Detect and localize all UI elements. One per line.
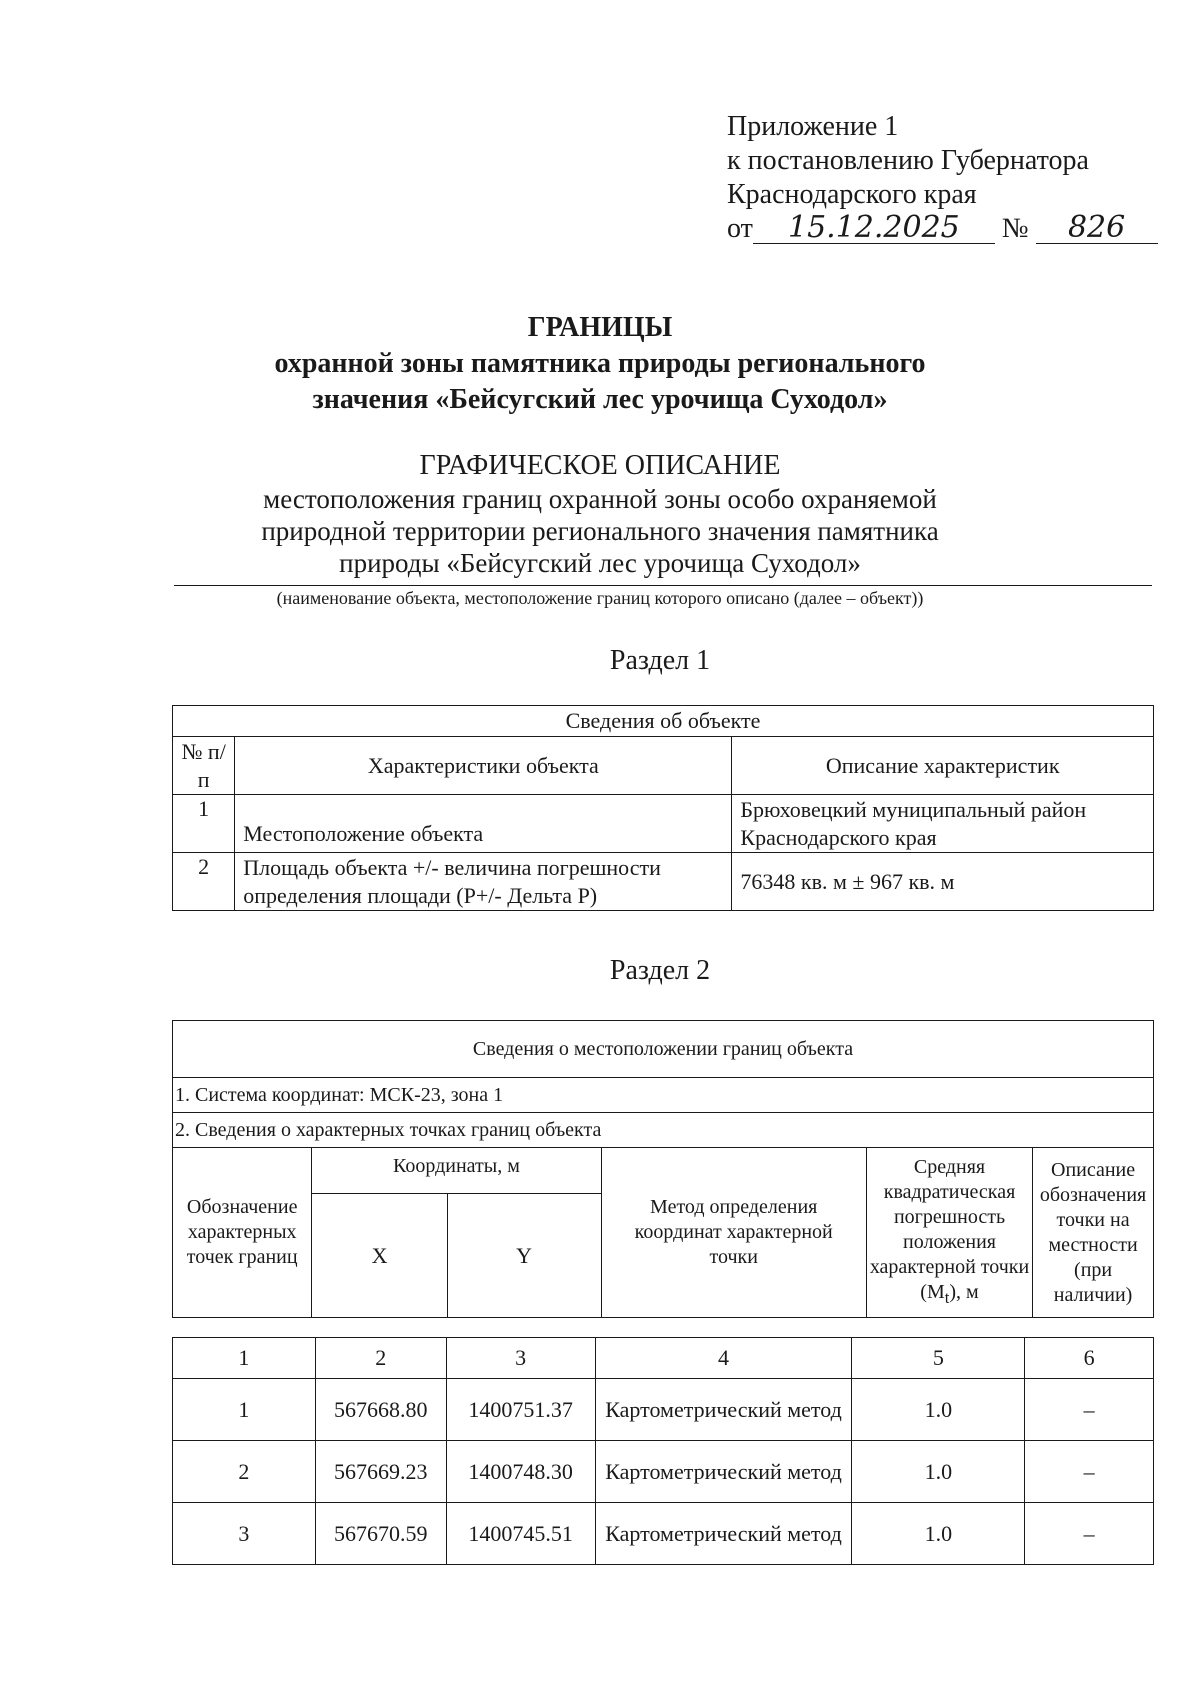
subtitle-line-2: значения «Бейсугский лес урочища Суходол» <box>312 384 888 415</box>
point-id: 2 <box>173 1441 316 1503</box>
column-number: 3 <box>446 1338 595 1379</box>
appendix-block <box>727 110 1158 246</box>
point-y: 1400751.37 <box>446 1379 595 1441</box>
description-line-3: природы «Бейсугский лес урочища Суходол» <box>339 548 861 578</box>
header-coords: Координаты, м <box>312 1148 601 1194</box>
table-row <box>173 1379 1154 1441</box>
point-id: 3 <box>173 1503 316 1565</box>
point-id: 1 <box>173 1379 316 1441</box>
point-desc: – <box>1025 1503 1154 1565</box>
point-y: 1400745.51 <box>446 1503 595 1565</box>
column-number: 6 <box>1025 1338 1154 1379</box>
header-desc: Описание обозначения точки на местности (при наличии) <box>1033 1148 1154 1318</box>
appendix-line-3: Краснодарского края <box>727 179 977 210</box>
description-line-1: местоположения границ охранной зоны особо охраняемой <box>263 484 937 514</box>
section-2-title: Раздел 2 <box>609 955 711 986</box>
header-x: X <box>312 1194 447 1318</box>
row-value: Брюховецкий муниципальный район Краснодарского края <box>732 795 1154 853</box>
column-number: 1 <box>173 1338 316 1379</box>
boundaries-table-title: Сведения о местоположении границ объекта <box>173 1021 1154 1078</box>
row-num: 2 <box>173 853 235 911</box>
point-x: 567669.23 <box>315 1441 446 1503</box>
point-error: 1.0 <box>852 1379 1025 1441</box>
graphic-description-heading: ГРАФИЧЕСКОЕ ОПИСАНИЕ <box>419 450 781 481</box>
header-method: Метод определения координат характерной точки <box>601 1148 866 1318</box>
table-row <box>173 1503 1154 1565</box>
column-header-row-1 <box>173 1148 1154 1194</box>
point-method: Картометрический метод <box>595 1379 852 1441</box>
table-header-row <box>173 737 1154 795</box>
appendix-date-line <box>727 212 1158 246</box>
table-title-row <box>173 706 1154 737</box>
header-characteristics: Характеристики объекта <box>235 737 732 795</box>
header-y: Y <box>447 1194 601 1318</box>
table-row <box>173 795 1154 853</box>
point-y: 1400748.30 <box>446 1441 595 1503</box>
point-x: 567670.59 <box>315 1503 446 1565</box>
coord-system-row <box>173 1078 1154 1113</box>
header-error-tail: ), м <box>949 1281 979 1303</box>
document-subtitle <box>0 346 1200 418</box>
object-info-table <box>172 705 1154 911</box>
boundaries-points-table <box>172 1337 1154 1565</box>
row-characteristic: Местоположение объекта <box>235 795 732 853</box>
point-desc: – <box>1025 1379 1154 1441</box>
header-description: Описание характеристик <box>732 737 1154 795</box>
object-info-table-title: Сведения об объекте <box>173 706 1154 737</box>
description-underline <box>174 585 1152 586</box>
row-num: 1 <box>173 795 235 853</box>
handwritten-number: 826 <box>1036 213 1158 244</box>
from-label: от <box>727 213 753 244</box>
boundaries-table-header <box>172 1020 1154 1318</box>
table-row <box>173 1441 1154 1503</box>
description-caption: (наименование объекта, местоположение границ которого описано (далее – объект)) <box>276 588 924 608</box>
point-error: 1.0 <box>852 1441 1025 1503</box>
table-row <box>173 853 1154 911</box>
description-line-2: природной территории регионального значения памятника <box>261 516 939 546</box>
header-error-sub: t <box>944 1288 950 1307</box>
coord-system: 1. Система координат: МСК-23, зона 1 <box>173 1078 1154 1113</box>
number-label: № <box>1001 213 1029 244</box>
points-title: 2. Сведения о характерных точках границ объекта <box>173 1113 1154 1148</box>
appendix-line-2: к постановлению Губернатора <box>727 145 1089 176</box>
column-number: 4 <box>595 1338 852 1379</box>
graphic-description-text <box>0 483 1200 579</box>
row-characteristic: Площадь объекта +/- величина погрешности определения площади (P+/- Дельта P) <box>235 853 732 911</box>
header-point: Обозначение характерных точек границ <box>173 1148 312 1318</box>
point-method: Картометрический метод <box>595 1441 852 1503</box>
points-title-row <box>173 1113 1154 1148</box>
column-number-row <box>173 1338 1154 1379</box>
section-1-title: Раздел 1 <box>609 645 711 676</box>
header-error-main: Средняя квадратическая погрешность положения характерной точки (M <box>869 1156 1030 1303</box>
point-error: 1.0 <box>852 1503 1025 1565</box>
column-number: 5 <box>852 1338 1025 1379</box>
header-num: № п/п <box>173 737 235 795</box>
handwritten-date: 15.12.2025 <box>753 213 995 244</box>
table-title-row <box>173 1021 1154 1078</box>
point-x: 567668.80 <box>315 1379 446 1441</box>
point-method: Картометрический метод <box>595 1503 852 1565</box>
subtitle-line-1: охранной зоны памятника природы регионального <box>274 348 926 379</box>
point-desc: – <box>1025 1441 1154 1503</box>
appendix-line-1: Приложение 1 <box>727 111 899 142</box>
row-value: 76348 кв. м ± 967 кв. м <box>732 853 1154 911</box>
document-title: ГРАНИЦЫ <box>527 312 673 343</box>
column-number: 2 <box>315 1338 446 1379</box>
header-error <box>866 1148 1032 1318</box>
